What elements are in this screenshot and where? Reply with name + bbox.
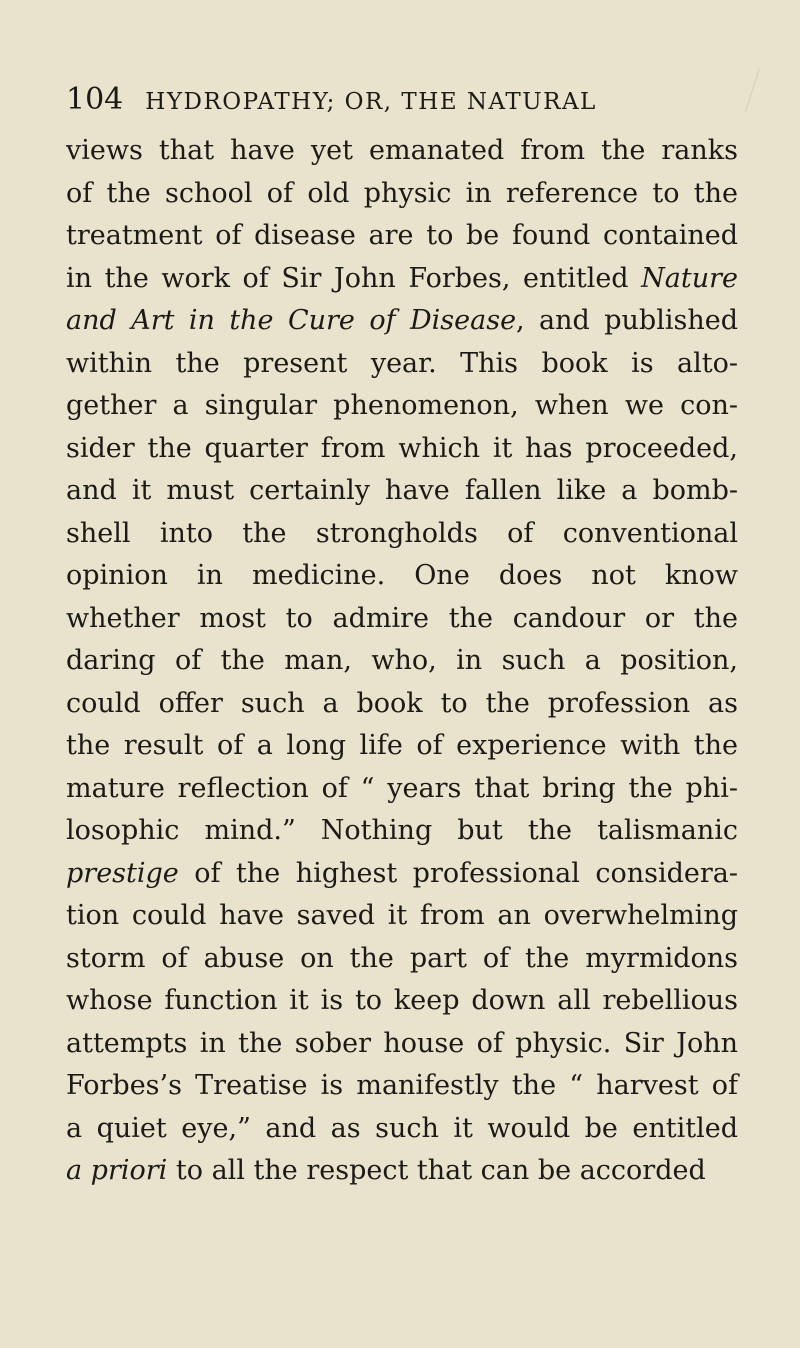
text-line xyxy=(66,810,738,853)
text-line xyxy=(66,215,738,258)
text-line xyxy=(66,1150,738,1193)
text-line xyxy=(66,683,738,726)
italic-text: Nature xyxy=(641,262,738,294)
text-line xyxy=(66,725,738,768)
text-line xyxy=(66,598,738,641)
text-segment: a quiet eye,” and as such it would be entitled xyxy=(66,1112,738,1144)
text-line xyxy=(66,300,738,343)
page-header xyxy=(66,82,736,122)
text-line xyxy=(66,470,738,513)
text-segment: to all the respect that can be accorded xyxy=(167,1155,706,1186)
body-text xyxy=(66,130,738,1193)
text-line xyxy=(66,258,738,301)
text-segment: of the highest professional considera- xyxy=(178,857,738,889)
text-segment: opinion in medicine. One does not know xyxy=(66,560,738,591)
text-segment: shell into the strongholds of conventional xyxy=(66,517,738,549)
text-line xyxy=(66,385,738,428)
text-segment: mature reflection of “ years that bring the phi- xyxy=(66,772,738,804)
italic-text: prestige xyxy=(66,857,179,889)
text-segment: losophic mind.” Nothing but the talismanic xyxy=(66,815,738,846)
text-line xyxy=(66,513,738,556)
text-segment: daring of the man, who, in such a position, xyxy=(66,645,738,676)
page-edge-mark xyxy=(735,65,760,112)
text-line xyxy=(66,938,738,981)
text-line xyxy=(66,1065,738,1108)
text-segment: and it must certainly have fallen like a bomb- xyxy=(66,475,738,506)
text-segment: within the present year. This book is alto- xyxy=(66,347,738,379)
text-segment: attempts in the sober house of physic. Sir John xyxy=(66,1027,738,1059)
text-segment: of the school of old physic in reference to the xyxy=(66,177,738,209)
text-line xyxy=(66,640,738,683)
text-line xyxy=(66,980,738,1023)
text-segment: , and published xyxy=(516,305,738,336)
italic-text: a priori xyxy=(66,1155,168,1186)
text-segment: could offer such a book to the profession as xyxy=(66,687,738,719)
text-segment: gether a singular phenomenon, when we con- xyxy=(66,390,738,421)
text-segment: treatment of disease are to be found contained xyxy=(66,220,738,251)
text-line xyxy=(66,173,738,216)
text-segment: whether most to admire the candour or the xyxy=(66,602,738,634)
text-line xyxy=(66,1108,738,1151)
text-line xyxy=(66,853,738,896)
page-number: 104 xyxy=(66,82,124,117)
text-line xyxy=(66,1023,738,1066)
text-segment: in the work of Sir John Forbes, entitled xyxy=(66,262,642,294)
text-segment: tion could have saved it from an overwhelming xyxy=(66,900,738,931)
text-segment: storm of abuse on the part of the myrmidons xyxy=(66,942,738,974)
text-segment: whose function it is to keep down all rebellious xyxy=(66,985,738,1016)
text-line xyxy=(66,130,738,173)
running-head: HYDROPATHY; OR, THE NATURAL xyxy=(145,89,597,115)
text-segment: sider the quarter from which it has proceeded, xyxy=(66,432,738,464)
text-line xyxy=(66,343,738,386)
text-line xyxy=(66,768,738,811)
italic-text: and Art in the Cure of Disease xyxy=(66,305,517,336)
text-segment: Forbes’s Treatise is manifestly the “ harvest of xyxy=(66,1070,738,1101)
text-segment: the result of a long life of experience with the xyxy=(66,730,738,761)
text-line xyxy=(66,895,738,938)
text-line xyxy=(66,555,738,598)
text-line xyxy=(66,428,738,471)
text-segment: views that have yet emanated from the ranks xyxy=(66,135,738,166)
